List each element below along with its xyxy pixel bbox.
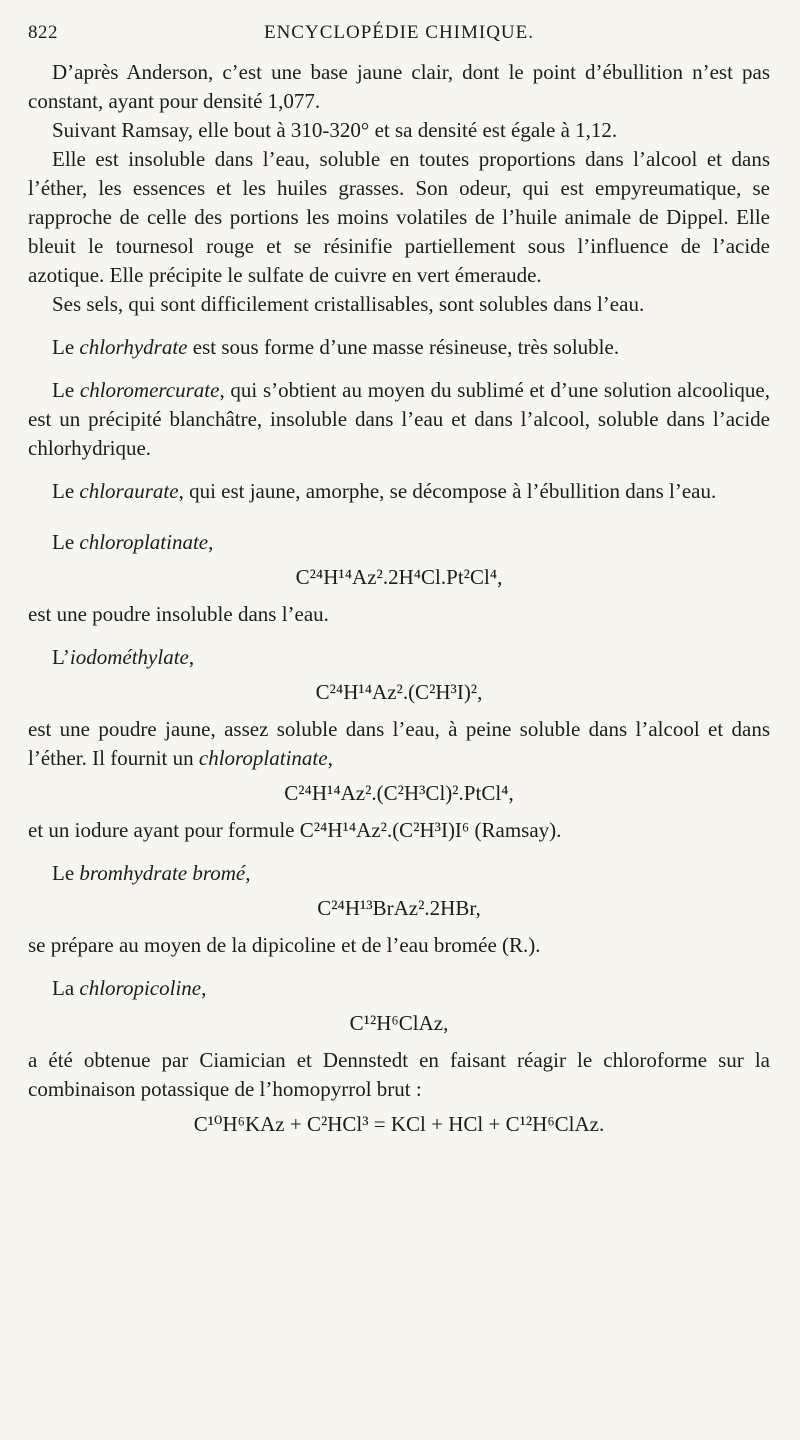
formula: C¹⁰H⁶KAz + C²HCl³ = KCl + HCl + C¹²H⁶ClAz. [193, 1112, 605, 1136]
formula: C²⁴H¹⁴Az².(C²H³Cl)².PtCl⁴, [284, 781, 514, 805]
paragraph: Le chlorhydrate est sous forme d’une masse résineuse, très soluble. [52, 335, 620, 359]
term: chloraurate [79, 479, 179, 503]
term: iodométhylate [69, 645, 189, 669]
paragraph: est une poudre insoluble dans l’eau. [28, 602, 329, 626]
paragraph: se prépare au moyen de la dipicoline et de l’eau bromée (R.). [28, 933, 541, 957]
paragraph: est une poudre jaune, assez soluble dans l’eau, à peine soluble dans l’alcool et dans l’éther. Il fournit un chloroplatinate, [28, 717, 770, 770]
term: bromhydrate bromé [79, 861, 246, 885]
formula: C¹²H⁶ClAz, [349, 1011, 449, 1035]
term: chloropicoline [79, 976, 202, 1000]
paragraph: Le chloroplatinate, [52, 530, 214, 554]
term: chloromercurate [79, 378, 220, 402]
paragraph: Le bromhydrate bromé, [52, 861, 251, 885]
formula: C²⁴H¹⁴Az².2H⁴Cl.Pt²Cl⁴, [295, 565, 503, 589]
paragraph: Le chloraurate, qui est jaune, amorphe, se décompose à l’ébullition dans l’eau. [52, 479, 717, 503]
paragraph: La chloropicoline, [52, 976, 207, 1000]
paragraph: Elle est insoluble dans l’eau, soluble en toutes proportions dans l’alcool et dans l’éther, les essences et les huiles grasses. Son odeur, qui est empyreumatique, se rapproche de celle des portions les moins volatiles de l’huile animale de Dippel. Elle bleuit le tournesol rouge et se résinifie partiellement sous l’influence de l’acide azotique. Elle précipite le sulfate de cuivre en vert émeraude. [28, 147, 770, 287]
paragraph: Le chloromercurate, qui s’obtient au moyen du sublimé et d’une solution alcoolique, est un précipité blanchâtre, insoluble dans l’eau et dans l’alcool, soluble dans l’acide chlorhydrique. [28, 378, 770, 460]
paragraph: D’après Anderson, c’est une base jaune clair, dont le point d’ébullition n’est pas constant, ayant pour densité 1,077. [28, 60, 770, 113]
formula: C²⁴H¹⁴Az².(C²H³I)², [315, 680, 483, 704]
running-title: ENCYCLOPÉDIE CHIMIQUE. [263, 22, 535, 43]
paragraph: Ses sels, qui sont difficilement cristallisables, sont solubles dans l’eau. [52, 292, 645, 316]
paragraph: L’iodométhylate, [52, 645, 195, 669]
page-number: 822 [28, 22, 58, 43]
paragraph: Suivant Ramsay, elle bout à 310-320° et sa densité est égale à 1,12. [52, 118, 618, 142]
paragraph: et un iodure ayant pour formule C²⁴H¹⁴Az².(C²H³I)I⁶ (Ramsay). [28, 818, 562, 842]
page-header [28, 22, 770, 50]
page-body [28, 58, 770, 1147]
formula: C²⁴H¹³BrAz².2HBr, [317, 896, 481, 920]
term: chlorhydrate [79, 335, 188, 359]
term: chloroplatinate [198, 746, 328, 770]
paragraph: a été obtenue par Ciamician et Dennstedt en faisant réagir le chloroforme sur la combinaison potassique de l’homopyrrol brut : [28, 1048, 770, 1101]
term: chloroplatinate [79, 530, 209, 554]
